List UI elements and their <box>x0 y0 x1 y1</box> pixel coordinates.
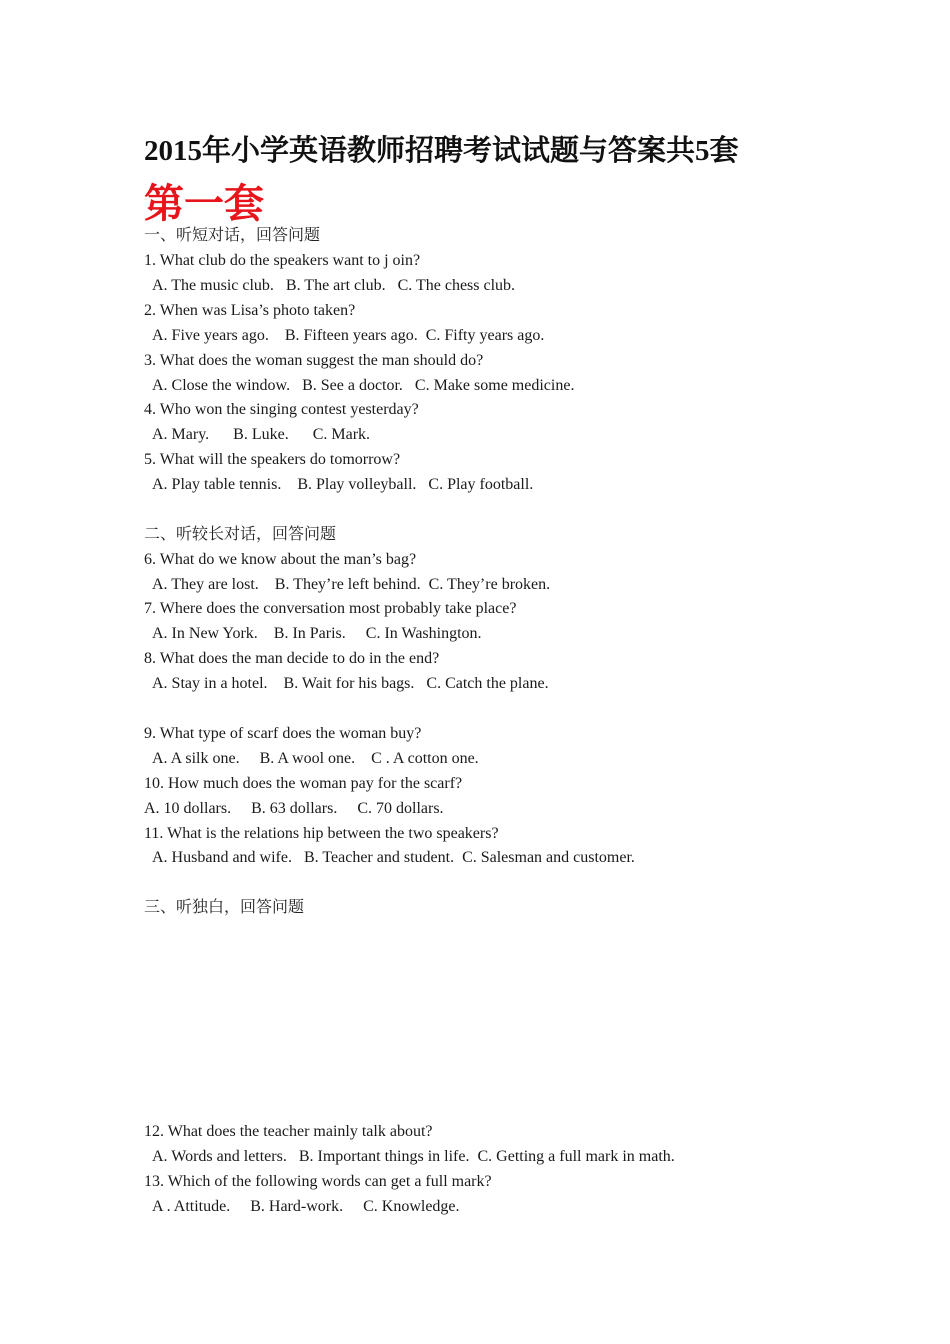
question-10: 10. How much does the woman pay for the scarf? <box>144 775 463 792</box>
document-title: 2015年小学英语教师招聘考试试题与答案共5套 <box>144 135 739 167</box>
options-9: A. A silk one. B. A wool one. C . A cotton one. <box>152 750 479 767</box>
question-2: 2. When was Lisa’s photo taken? <box>144 302 356 319</box>
options-3: A. Close the window. B. See a doctor. C. Make some medicine. <box>152 377 575 394</box>
options-13: A . Attitude. B. Hard-work. C. Knowledge. <box>152 1198 460 1215</box>
section-heading-3: 三、听独白，回答问题 <box>144 899 305 916</box>
section-heading-2: 二、听较长对话，回答问题 <box>144 526 337 543</box>
options-8: A. Stay in a hotel. B. Wait for his bags. C. Catch the plane. <box>152 675 549 692</box>
question-6: 6. What do we know about the man’s bag? <box>144 551 417 568</box>
question-5: 5. What will the speakers do tomorrow? <box>144 451 401 468</box>
question-7: 7. Where does the conversation most probably take place? <box>144 600 517 617</box>
question-8: 8. What does the man decide to do in the end? <box>144 650 440 667</box>
question-9: 9. What type of scarf does the woman buy? <box>144 725 422 742</box>
options-7: A. In New York. B. In Paris. C. In Washington. <box>152 625 482 642</box>
options-10: A. 10 dollars. B. 63 dollars. C. 70 dollars. <box>144 800 444 817</box>
options-11: A. Husband and wife. B. Teacher and student. C. Salesman and customer. <box>152 849 635 866</box>
set-heading: 第一套 <box>144 181 264 226</box>
options-6: A. They are lost. B. They’re left behind. C. They’re broken. <box>152 576 551 593</box>
question-13: 13. Which of the following words can get a full mark? <box>144 1173 492 1190</box>
question-11: 11. What is the relations hip between the two speakers? <box>144 825 499 842</box>
section-heading-1: 一、听短对话，回答问题 <box>144 227 321 244</box>
question-1: 1. What club do the speakers want to j oin? <box>144 252 421 269</box>
options-12: A. Words and letters. B. Important things in life. C. Getting a full mark in math. <box>152 1148 675 1165</box>
options-4: A. Mary. B. Luke. C. Mark. <box>152 426 371 443</box>
options-5: A. Play table tennis. B. Play volleyball. C. Play football. <box>152 476 534 493</box>
options-1: A. The music club. B. The art club. C. The chess club. <box>152 277 516 294</box>
question-3: 3. What does the woman suggest the man should do? <box>144 352 484 369</box>
question-12: 12. What does the teacher mainly talk about? <box>144 1123 433 1140</box>
question-4: 4. Who won the singing contest yesterday? <box>144 401 419 418</box>
options-2: A. Five years ago. B. Fifteen years ago. C. Fifty years ago. <box>152 327 545 344</box>
